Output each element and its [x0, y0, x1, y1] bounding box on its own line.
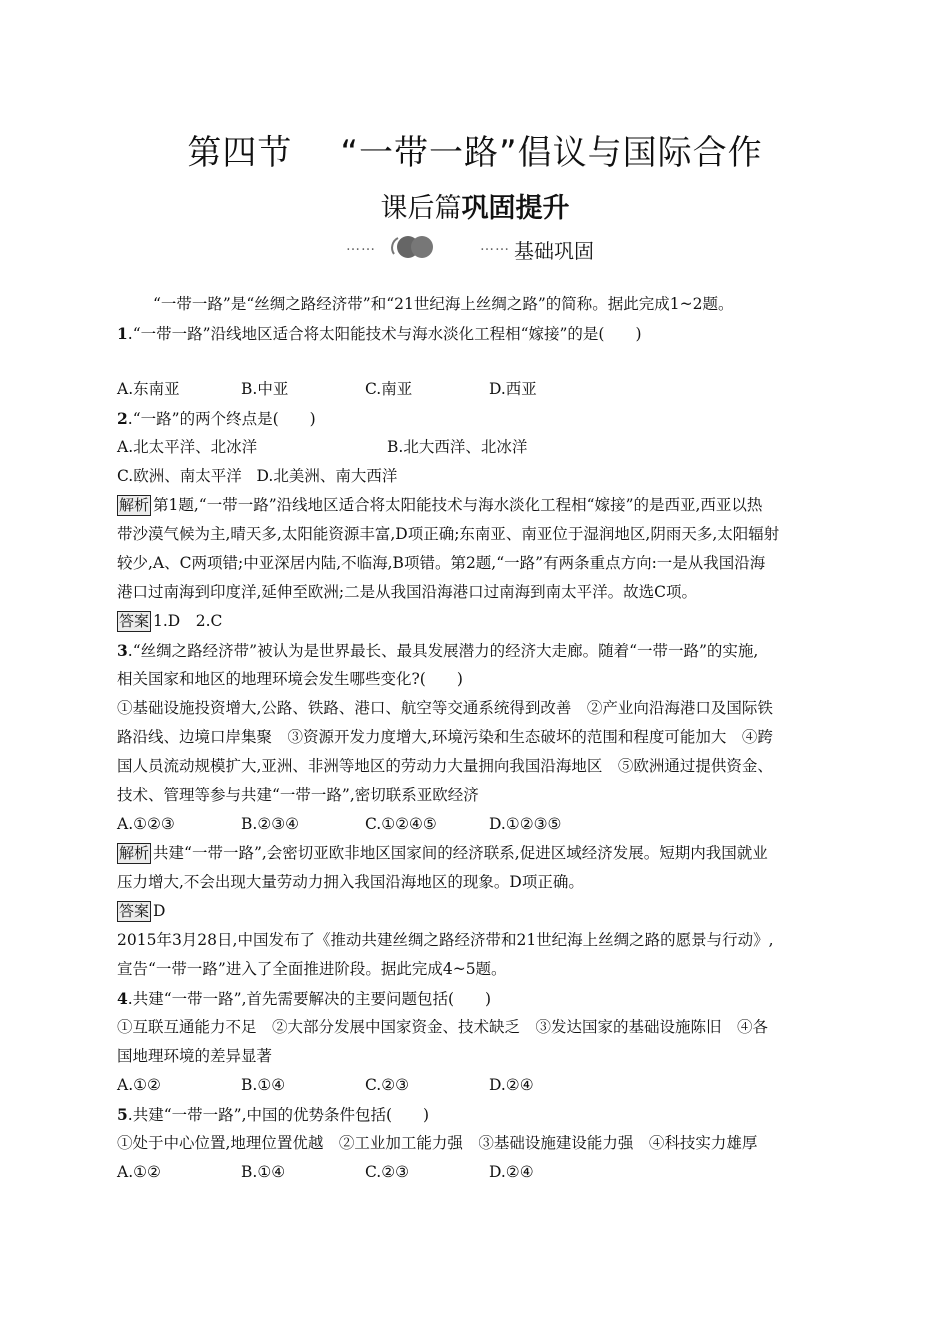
question-number: 2 [117, 409, 128, 428]
subtitle-plain: 课后篇 [380, 193, 462, 224]
question-number: 1 [117, 324, 128, 343]
question-number: 4 [117, 989, 128, 1008]
dots-left: …… [346, 238, 376, 254]
analysis-line [117, 491, 833, 520]
double-circle-icon [388, 232, 440, 262]
question-3 [117, 636, 833, 665]
option-a[interactable]: A.北太平洋、北冰洋 [117, 438, 258, 456]
option-c[interactable]: C.南亚 [365, 380, 413, 398]
intro-2: 2015年3月28日,中国发布了《推动共建丝绸之路经济带和21世纪海上丝绸之路的愿景与行动》, [117, 931, 774, 949]
option-c[interactable]: C.①②④⑤ [365, 815, 437, 833]
question-text: .“一路”的两个终点是( ) [127, 410, 316, 428]
section-header [342, 232, 642, 266]
option-d[interactable]: D.北美洲、南大西洋 [256, 467, 398, 485]
section-number: 第四节 [187, 133, 293, 173]
question-text: 国人员流动规模扩大,亚洲、非洲等地区的劳动力大量拥向我国沿海地区 ⑤欧洲通过提供资金、 [117, 757, 773, 775]
dots-right: …… [480, 238, 510, 254]
question-text: ①基础设施投资增大,公路、铁路、港口、航空等交通系统得到改善 ②产业向沿海港口及国际铁 [117, 699, 773, 717]
q5-options [117, 1158, 833, 1187]
option-b[interactable]: B.①④ [241, 1163, 286, 1181]
answer-line [117, 607, 833, 636]
question-5 [117, 1100, 833, 1129]
q3-options [117, 810, 833, 839]
answer-tag: 答案 [119, 612, 150, 630]
analysis-text: 第1题,“一带一路”沿线地区适合将太阳能技术与海水淡化工程相“嫁接”的是西亚,西亚以热 [153, 496, 763, 514]
question-text: .“一带一路”沿线地区适合将太阳能技术与海水淡化工程相“嫁接”的是( ) [127, 325, 642, 343]
analysis-text: 共建“一带一路”,会密切亚欧非地区国家间的经济联系,促进区域经济发展。短期内我国就业 [153, 844, 768, 862]
page-subtitle [0, 186, 950, 225]
option-d[interactable]: D.②④ [489, 1163, 534, 1181]
question-text: ①互联互通能力不足 ②大部分发展中国家资金、技术缺乏 ③发达国家的基础设施陈旧 ④各 [117, 1018, 769, 1036]
option-b[interactable]: B.中亚 [241, 380, 289, 398]
analysis-tag: 解析 [119, 496, 150, 514]
question-number: 3 [117, 641, 128, 660]
option-d[interactable]: D.②④ [489, 1076, 534, 1094]
option-b[interactable]: B.北大西洋、北冰洋 [387, 438, 528, 456]
option-a[interactable]: A.①② [117, 1076, 161, 1094]
question-text: 路沿线、边境口岸集聚 ③资源开发力度增大,环境污染和生态破坏的范围和程度可能加大 ④跨 [117, 728, 773, 746]
option-c[interactable]: C.欧洲、南太平洋 [117, 467, 242, 485]
q2-options-row1 [117, 433, 833, 462]
q4-options [117, 1071, 833, 1100]
question-text: 国地理环境的差异显著 [117, 1047, 273, 1065]
subtitle-bold: 巩固提升 [461, 193, 570, 224]
option-c[interactable]: C.②③ [365, 1076, 410, 1094]
section-label: 基础巩固 [514, 239, 594, 263]
analysis-line: 较少,A、C两项错;中亚深居内陆,不临海,B项错。第2题,“一路”有两条重点方向:一是从我国沿海 [117, 554, 766, 572]
q2-options-row2 [117, 462, 833, 491]
analysis-line: 压力增大,不会出现大量劳动力拥入我国沿海地区的现象。D项正确。 [117, 873, 584, 891]
answer-text: D [153, 902, 166, 920]
question-text: .共建“一带一路”,中国的优势条件包括( ) [127, 1106, 430, 1124]
question-text: 技术、管理等参与共建“一带一路”,密切联系亚欧经济 [117, 786, 479, 804]
page-title [0, 125, 950, 174]
option-a[interactable]: A.①② [117, 1163, 161, 1181]
option-c[interactable]: C.②③ [365, 1163, 410, 1181]
question-text: .共建“一带一路”,首先需要解决的主要问题包括( ) [127, 990, 492, 1008]
question-text: 相关国家和地区的地理环境会发生哪些变化?( ) [117, 670, 463, 688]
analysis-line [117, 839, 833, 868]
question-1 [117, 319, 833, 348]
answer-tag: 答案 [119, 902, 150, 920]
answer-text: 1.D 2.C [153, 612, 223, 630]
option-d[interactable]: D.西亚 [489, 380, 537, 398]
question-4 [117, 984, 833, 1013]
intro-2: 宣告“一带一路”进入了全面推进阶段。据此完成4~5题。 [117, 960, 507, 978]
question-text: ①处于中心位置,地理位置优越 ②工业加工能力强 ③基础设施建设能力强 ④科技实力雄厚 [117, 1134, 758, 1152]
option-a[interactable]: A.东南亚 [117, 380, 180, 398]
option-d[interactable]: D.①②③⑤ [489, 815, 562, 833]
analysis-tag: 解析 [119, 844, 150, 862]
analysis-line: 带沙漠气候为主,晴天多,太阳能资源丰富,D项正确;东南亚、南亚位于湿润地区,阴雨天多,太阳辐射 [117, 525, 780, 543]
content [117, 290, 833, 1187]
question-text: .“丝绸之路经济带”被认为是世界最长、最具发展潜力的经济大走廊。随着“一带一路”的实施, [127, 642, 759, 660]
answer-line [117, 897, 833, 926]
section-title: “一带一路”倡议与国际合作 [340, 133, 763, 173]
intro-1: “一带一路”是“丝绸之路经济带”和“21世纪海上丝绸之路”的简称。据此完成1~2题。 [153, 295, 734, 313]
question-number: 5 [117, 1105, 128, 1124]
question-2 [117, 404, 833, 433]
option-a[interactable]: A.①②③ [117, 815, 175, 833]
option-b[interactable]: B.①④ [241, 1076, 286, 1094]
analysis-line: 港口过南海到印度洋,延伸至欧洲;二是从我国沿海港口过南海到南太平洋。故选C项。 [117, 583, 698, 601]
q1-options [117, 375, 833, 404]
option-b[interactable]: B.②③④ [241, 815, 300, 833]
